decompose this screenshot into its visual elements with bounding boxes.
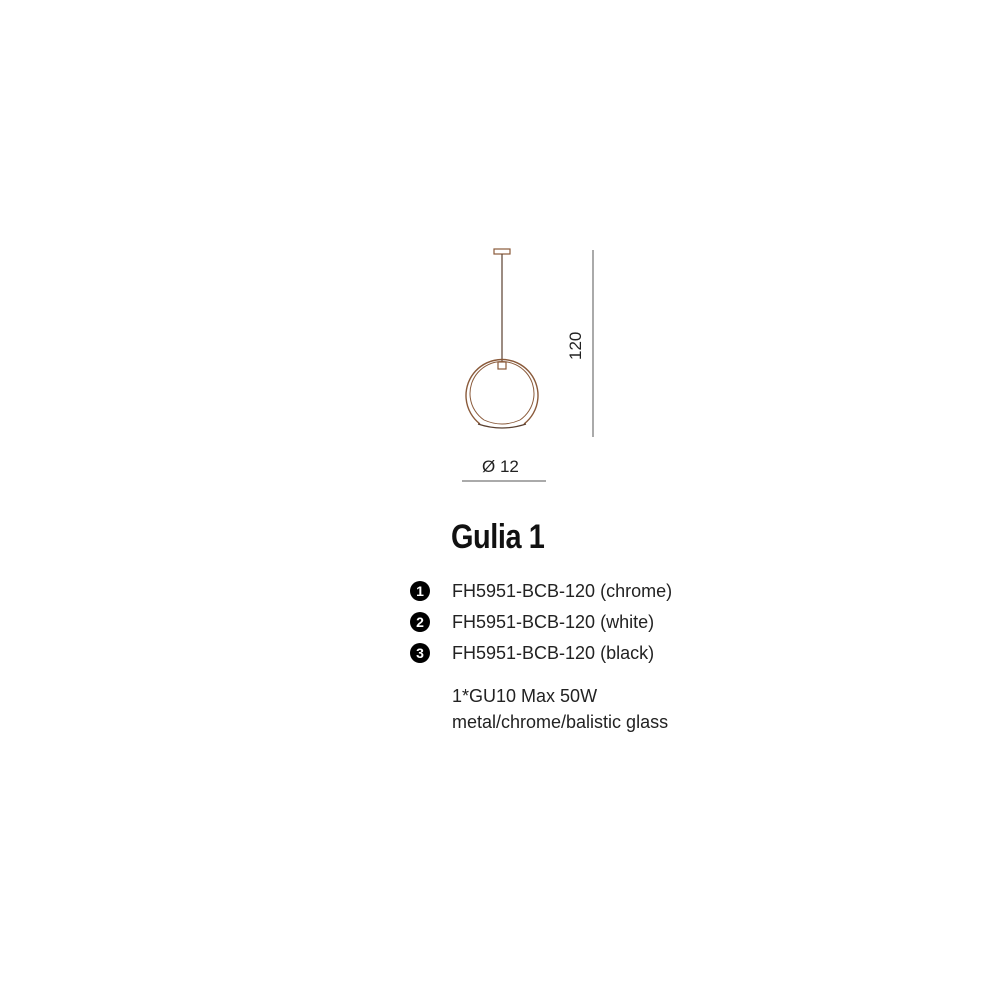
spec-bulb: 1*GU10 Max 50W [452, 686, 598, 706]
ceiling-canopy [494, 249, 510, 254]
variant-code: FH5951-BCB-120 (black) [452, 642, 655, 663]
number-badge: 1 [410, 581, 430, 601]
spec-material: metal/chrome/balistic glass [452, 712, 669, 732]
product-title: Gulia 1 [451, 518, 545, 556]
lamp-socket [498, 362, 506, 369]
globe-shade-inner [470, 362, 534, 420]
variant-row [410, 640, 654, 666]
diameter-label: Ø 12 [482, 457, 519, 476]
number-badge: 3 [410, 643, 430, 663]
variant-row [410, 578, 672, 604]
variant-row [410, 609, 654, 635]
variant-code: FH5951-BCB-120 (white) [452, 611, 655, 632]
globe-opening [478, 424, 526, 428]
number-badge: 2 [410, 612, 430, 632]
globe-opening-inner [484, 420, 520, 424]
height-label: 120 [566, 331, 585, 360]
variant-code: FH5951-BCB-120 (chrome) [452, 580, 673, 601]
